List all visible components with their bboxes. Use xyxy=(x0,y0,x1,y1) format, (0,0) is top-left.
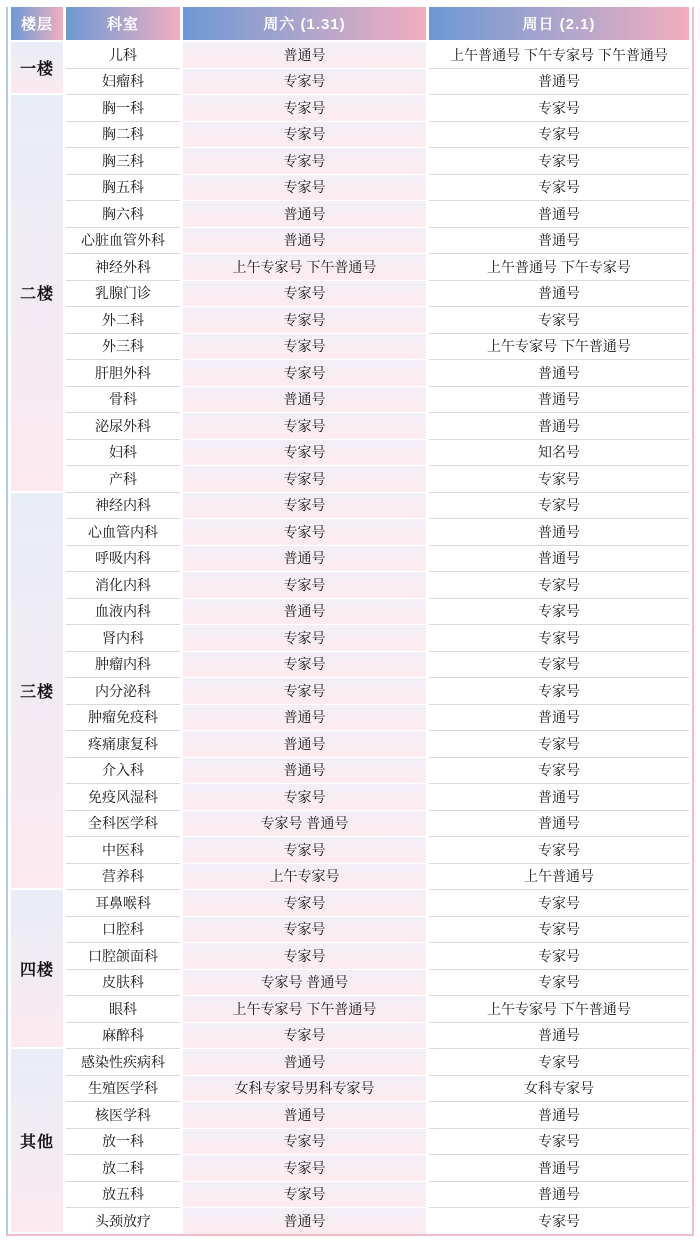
sunday-cell: 普通号 xyxy=(429,201,689,228)
sunday-cell: 专家号 xyxy=(429,731,689,758)
table-row xyxy=(11,175,689,202)
sunday-cell: 普通号 xyxy=(429,228,689,255)
department-cell: 麻醉科 xyxy=(66,1023,180,1050)
saturday-cell: 专家号 xyxy=(183,148,426,175)
table-row xyxy=(11,440,689,467)
saturday-cell: 上午专家号 下午普通号 xyxy=(183,254,426,281)
table-row xyxy=(11,387,689,414)
saturday-cell: 专家号 普通号 xyxy=(183,811,426,838)
sunday-cell: 普通号 xyxy=(429,387,689,414)
sunday-cell: 专家号 xyxy=(429,917,689,944)
table-row xyxy=(11,943,689,970)
sunday-cell: 专家号 xyxy=(429,837,689,864)
sunday-cell: 普通号 xyxy=(429,1102,689,1129)
saturday-cell: 专家号 xyxy=(183,1182,426,1209)
sunday-cell: 专家号 xyxy=(429,943,689,970)
saturday-cell: 专家号 xyxy=(183,440,426,467)
department-cell: 妇科 xyxy=(66,440,180,467)
table-row xyxy=(11,1182,689,1209)
department-cell: 儿科 xyxy=(66,42,180,69)
department-cell: 放二科 xyxy=(66,1155,180,1182)
table-row xyxy=(11,360,689,387)
saturday-cell: 普通号 xyxy=(183,758,426,785)
saturday-cell: 普通号 xyxy=(183,387,426,414)
department-cell: 肿瘤内科 xyxy=(66,652,180,679)
sunday-cell: 专家号 xyxy=(429,599,689,626)
table-row xyxy=(11,281,689,308)
department-cell: 肝胆外科 xyxy=(66,360,180,387)
table-row xyxy=(11,1102,689,1129)
sunday-cell: 专家号 xyxy=(429,1049,689,1076)
table-row xyxy=(11,466,689,493)
floor-cell: 四楼 xyxy=(11,890,63,1049)
department-cell: 呼吸内科 xyxy=(66,546,180,573)
department-cell: 骨科 xyxy=(66,387,180,414)
table-row xyxy=(11,1049,689,1076)
sunday-cell: 普通号 xyxy=(429,1023,689,1050)
department-cell: 肾内科 xyxy=(66,625,180,652)
department-cell: 营养科 xyxy=(66,864,180,891)
saturday-cell: 专家号 xyxy=(183,334,426,361)
table-row xyxy=(11,890,689,917)
table-row xyxy=(11,970,689,997)
sunday-cell: 普通号 xyxy=(429,360,689,387)
sunday-cell: 专家号 xyxy=(429,970,689,997)
saturday-cell: 专家号 普通号 xyxy=(183,970,426,997)
saturday-cell: 专家号 xyxy=(183,519,426,546)
department-cell: 眼科 xyxy=(66,996,180,1023)
table-row xyxy=(11,572,689,599)
saturday-cell: 专家号 xyxy=(183,943,426,970)
header-row xyxy=(11,7,689,42)
sunday-cell: 专家号 xyxy=(429,572,689,599)
saturday-cell: 女科专家号男科专家号 xyxy=(183,1076,426,1103)
sunday-cell: 专家号 xyxy=(429,307,689,334)
table-row xyxy=(11,519,689,546)
department-cell: 胸六科 xyxy=(66,201,180,228)
sunday-cell: 专家号 xyxy=(429,1208,689,1234)
department-cell: 全科医学科 xyxy=(66,811,180,838)
sunday-cell: 普通号 xyxy=(429,519,689,546)
table-row xyxy=(11,546,689,573)
saturday-cell: 普通号 xyxy=(183,228,426,255)
saturday-cell: 专家号 xyxy=(183,307,426,334)
department-cell: 免疫风湿科 xyxy=(66,784,180,811)
table-row xyxy=(11,758,689,785)
saturday-cell: 专家号 xyxy=(183,1155,426,1182)
floor-cell: 一楼 xyxy=(11,42,63,95)
table-row xyxy=(11,837,689,864)
table-row xyxy=(11,334,689,361)
table-row xyxy=(11,652,689,679)
saturday-cell: 普通号 xyxy=(183,599,426,626)
saturday-cell: 专家号 xyxy=(183,837,426,864)
header-sunday: 周日 (2.1) xyxy=(429,7,689,42)
saturday-cell: 专家号 xyxy=(183,413,426,440)
table-row xyxy=(11,625,689,652)
saturday-cell: 上午专家号 下午普通号 xyxy=(183,996,426,1023)
saturday-cell: 专家号 xyxy=(183,890,426,917)
sunday-cell: 上午普通号 下午专家号 xyxy=(429,254,689,281)
saturday-cell: 普通号 xyxy=(183,546,426,573)
saturday-cell: 普通号 xyxy=(183,1049,426,1076)
saturday-cell: 专家号 xyxy=(183,625,426,652)
sunday-cell: 专家号 xyxy=(429,758,689,785)
department-cell: 口腔颌面科 xyxy=(66,943,180,970)
saturday-cell: 普通号 xyxy=(183,42,426,69)
department-cell: 心血管内科 xyxy=(66,519,180,546)
department-cell: 外二科 xyxy=(66,307,180,334)
saturday-cell: 专家号 xyxy=(183,493,426,520)
sunday-cell: 上午普通号 下午专家号 下午普通号 xyxy=(429,42,689,69)
sunday-cell: 普通号 xyxy=(429,705,689,732)
table-row xyxy=(11,811,689,838)
department-cell: 胸二科 xyxy=(66,122,180,149)
table-body xyxy=(11,42,689,1234)
sunday-cell: 上午专家号 下午普通号 xyxy=(429,334,689,361)
table-header xyxy=(11,7,689,42)
saturday-cell: 专家号 xyxy=(183,95,426,122)
saturday-cell: 专家号 xyxy=(183,175,426,202)
table-row xyxy=(11,1023,689,1050)
sunday-cell: 普通号 xyxy=(429,281,689,308)
sunday-cell: 专家号 xyxy=(429,678,689,705)
department-cell: 皮肤科 xyxy=(66,970,180,997)
sunday-cell: 上午专家号 下午普通号 xyxy=(429,996,689,1023)
schedule-table xyxy=(8,7,692,1234)
sunday-cell: 女科专家号 xyxy=(429,1076,689,1103)
department-cell: 内分泌科 xyxy=(66,678,180,705)
saturday-cell: 普通号 xyxy=(183,1208,426,1234)
sunday-cell: 上午普通号 xyxy=(429,864,689,891)
department-cell: 乳腺门诊 xyxy=(66,281,180,308)
sunday-cell: 普通号 xyxy=(429,1182,689,1209)
table-row xyxy=(11,95,689,122)
department-cell: 胸三科 xyxy=(66,148,180,175)
sunday-cell: 知名号 xyxy=(429,440,689,467)
saturday-cell: 专家号 xyxy=(183,678,426,705)
department-cell: 放五科 xyxy=(66,1182,180,1209)
sunday-cell: 专家号 xyxy=(429,95,689,122)
saturday-cell: 普通号 xyxy=(183,731,426,758)
department-cell: 消化内科 xyxy=(66,572,180,599)
table-row xyxy=(11,228,689,255)
table-row xyxy=(11,307,689,334)
table-row xyxy=(11,1155,689,1182)
table-row xyxy=(11,122,689,149)
table-row xyxy=(11,413,689,440)
floor-cell: 其他 xyxy=(11,1049,63,1234)
sunday-cell: 专家号 xyxy=(429,175,689,202)
table-row xyxy=(11,1076,689,1103)
sunday-cell: 专家号 xyxy=(429,1129,689,1156)
sunday-cell: 普通号 xyxy=(429,811,689,838)
department-cell: 心脏血管外科 xyxy=(66,228,180,255)
table-row xyxy=(11,996,689,1023)
department-cell: 外三科 xyxy=(66,334,180,361)
department-cell: 放一科 xyxy=(66,1129,180,1156)
department-cell: 泌尿外科 xyxy=(66,413,180,440)
saturday-cell: 专家号 xyxy=(183,1023,426,1050)
table-row xyxy=(11,678,689,705)
table-row xyxy=(11,864,689,891)
sunday-cell: 专家号 xyxy=(429,466,689,493)
saturday-cell: 专家号 xyxy=(183,69,426,96)
department-cell: 生殖医学科 xyxy=(66,1076,180,1103)
sunday-cell: 专家号 xyxy=(429,493,689,520)
sunday-cell: 普通号 xyxy=(429,413,689,440)
table-row xyxy=(11,1129,689,1156)
table-row xyxy=(11,148,689,175)
header-floor: 楼层 xyxy=(11,7,63,42)
department-cell: 肿瘤免疫科 xyxy=(66,705,180,732)
department-cell: 感染性疾病科 xyxy=(66,1049,180,1076)
floor-cell: 三楼 xyxy=(11,493,63,891)
department-cell: 神经外科 xyxy=(66,254,180,281)
department-cell: 口腔科 xyxy=(66,917,180,944)
table-row xyxy=(11,254,689,281)
department-cell: 血液内科 xyxy=(66,599,180,626)
table-row xyxy=(11,493,689,520)
department-cell: 头颈放疗 xyxy=(66,1208,180,1234)
department-cell: 神经内科 xyxy=(66,493,180,520)
saturday-cell: 专家号 xyxy=(183,122,426,149)
saturday-cell: 专家号 xyxy=(183,360,426,387)
header-dept: 科室 xyxy=(66,7,180,42)
table-row xyxy=(11,599,689,626)
saturday-cell: 普通号 xyxy=(183,1102,426,1129)
header-saturday: 周六 (1.31) xyxy=(183,7,426,42)
department-cell: 介入科 xyxy=(66,758,180,785)
table-row xyxy=(11,1208,689,1234)
saturday-cell: 普通号 xyxy=(183,705,426,732)
saturday-cell: 专家号 xyxy=(183,572,426,599)
saturday-cell: 普通号 xyxy=(183,201,426,228)
table-row xyxy=(11,731,689,758)
saturday-cell: 专家号 xyxy=(183,784,426,811)
sunday-cell: 专家号 xyxy=(429,148,689,175)
saturday-cell: 专家号 xyxy=(183,652,426,679)
saturday-cell: 专家号 xyxy=(183,281,426,308)
saturday-cell: 专家号 xyxy=(183,1129,426,1156)
saturday-cell: 专家号 xyxy=(183,466,426,493)
table-row xyxy=(11,784,689,811)
sunday-cell: 专家号 xyxy=(429,122,689,149)
table-row xyxy=(11,705,689,732)
sunday-cell: 普通号 xyxy=(429,1155,689,1182)
department-cell: 妇瘤科 xyxy=(66,69,180,96)
sunday-cell: 专家号 xyxy=(429,652,689,679)
schedule-table-container xyxy=(6,7,694,1236)
department-cell: 胸五科 xyxy=(66,175,180,202)
department-cell: 耳鼻喉科 xyxy=(66,890,180,917)
department-cell: 核医学科 xyxy=(66,1102,180,1129)
sunday-cell: 普通号 xyxy=(429,546,689,573)
table-row xyxy=(11,917,689,944)
table-row xyxy=(11,42,689,69)
saturday-cell: 专家号 xyxy=(183,917,426,944)
sunday-cell: 专家号 xyxy=(429,625,689,652)
sunday-cell: 普通号 xyxy=(429,784,689,811)
sunday-cell: 专家号 xyxy=(429,890,689,917)
floor-cell: 二楼 xyxy=(11,95,63,493)
department-cell: 产科 xyxy=(66,466,180,493)
table-row xyxy=(11,69,689,96)
table-row xyxy=(11,201,689,228)
department-cell: 疼痛康复科 xyxy=(66,731,180,758)
saturday-cell: 上午专家号 xyxy=(183,864,426,891)
department-cell: 胸一科 xyxy=(66,95,180,122)
department-cell: 中医科 xyxy=(66,837,180,864)
sunday-cell: 普通号 xyxy=(429,69,689,96)
